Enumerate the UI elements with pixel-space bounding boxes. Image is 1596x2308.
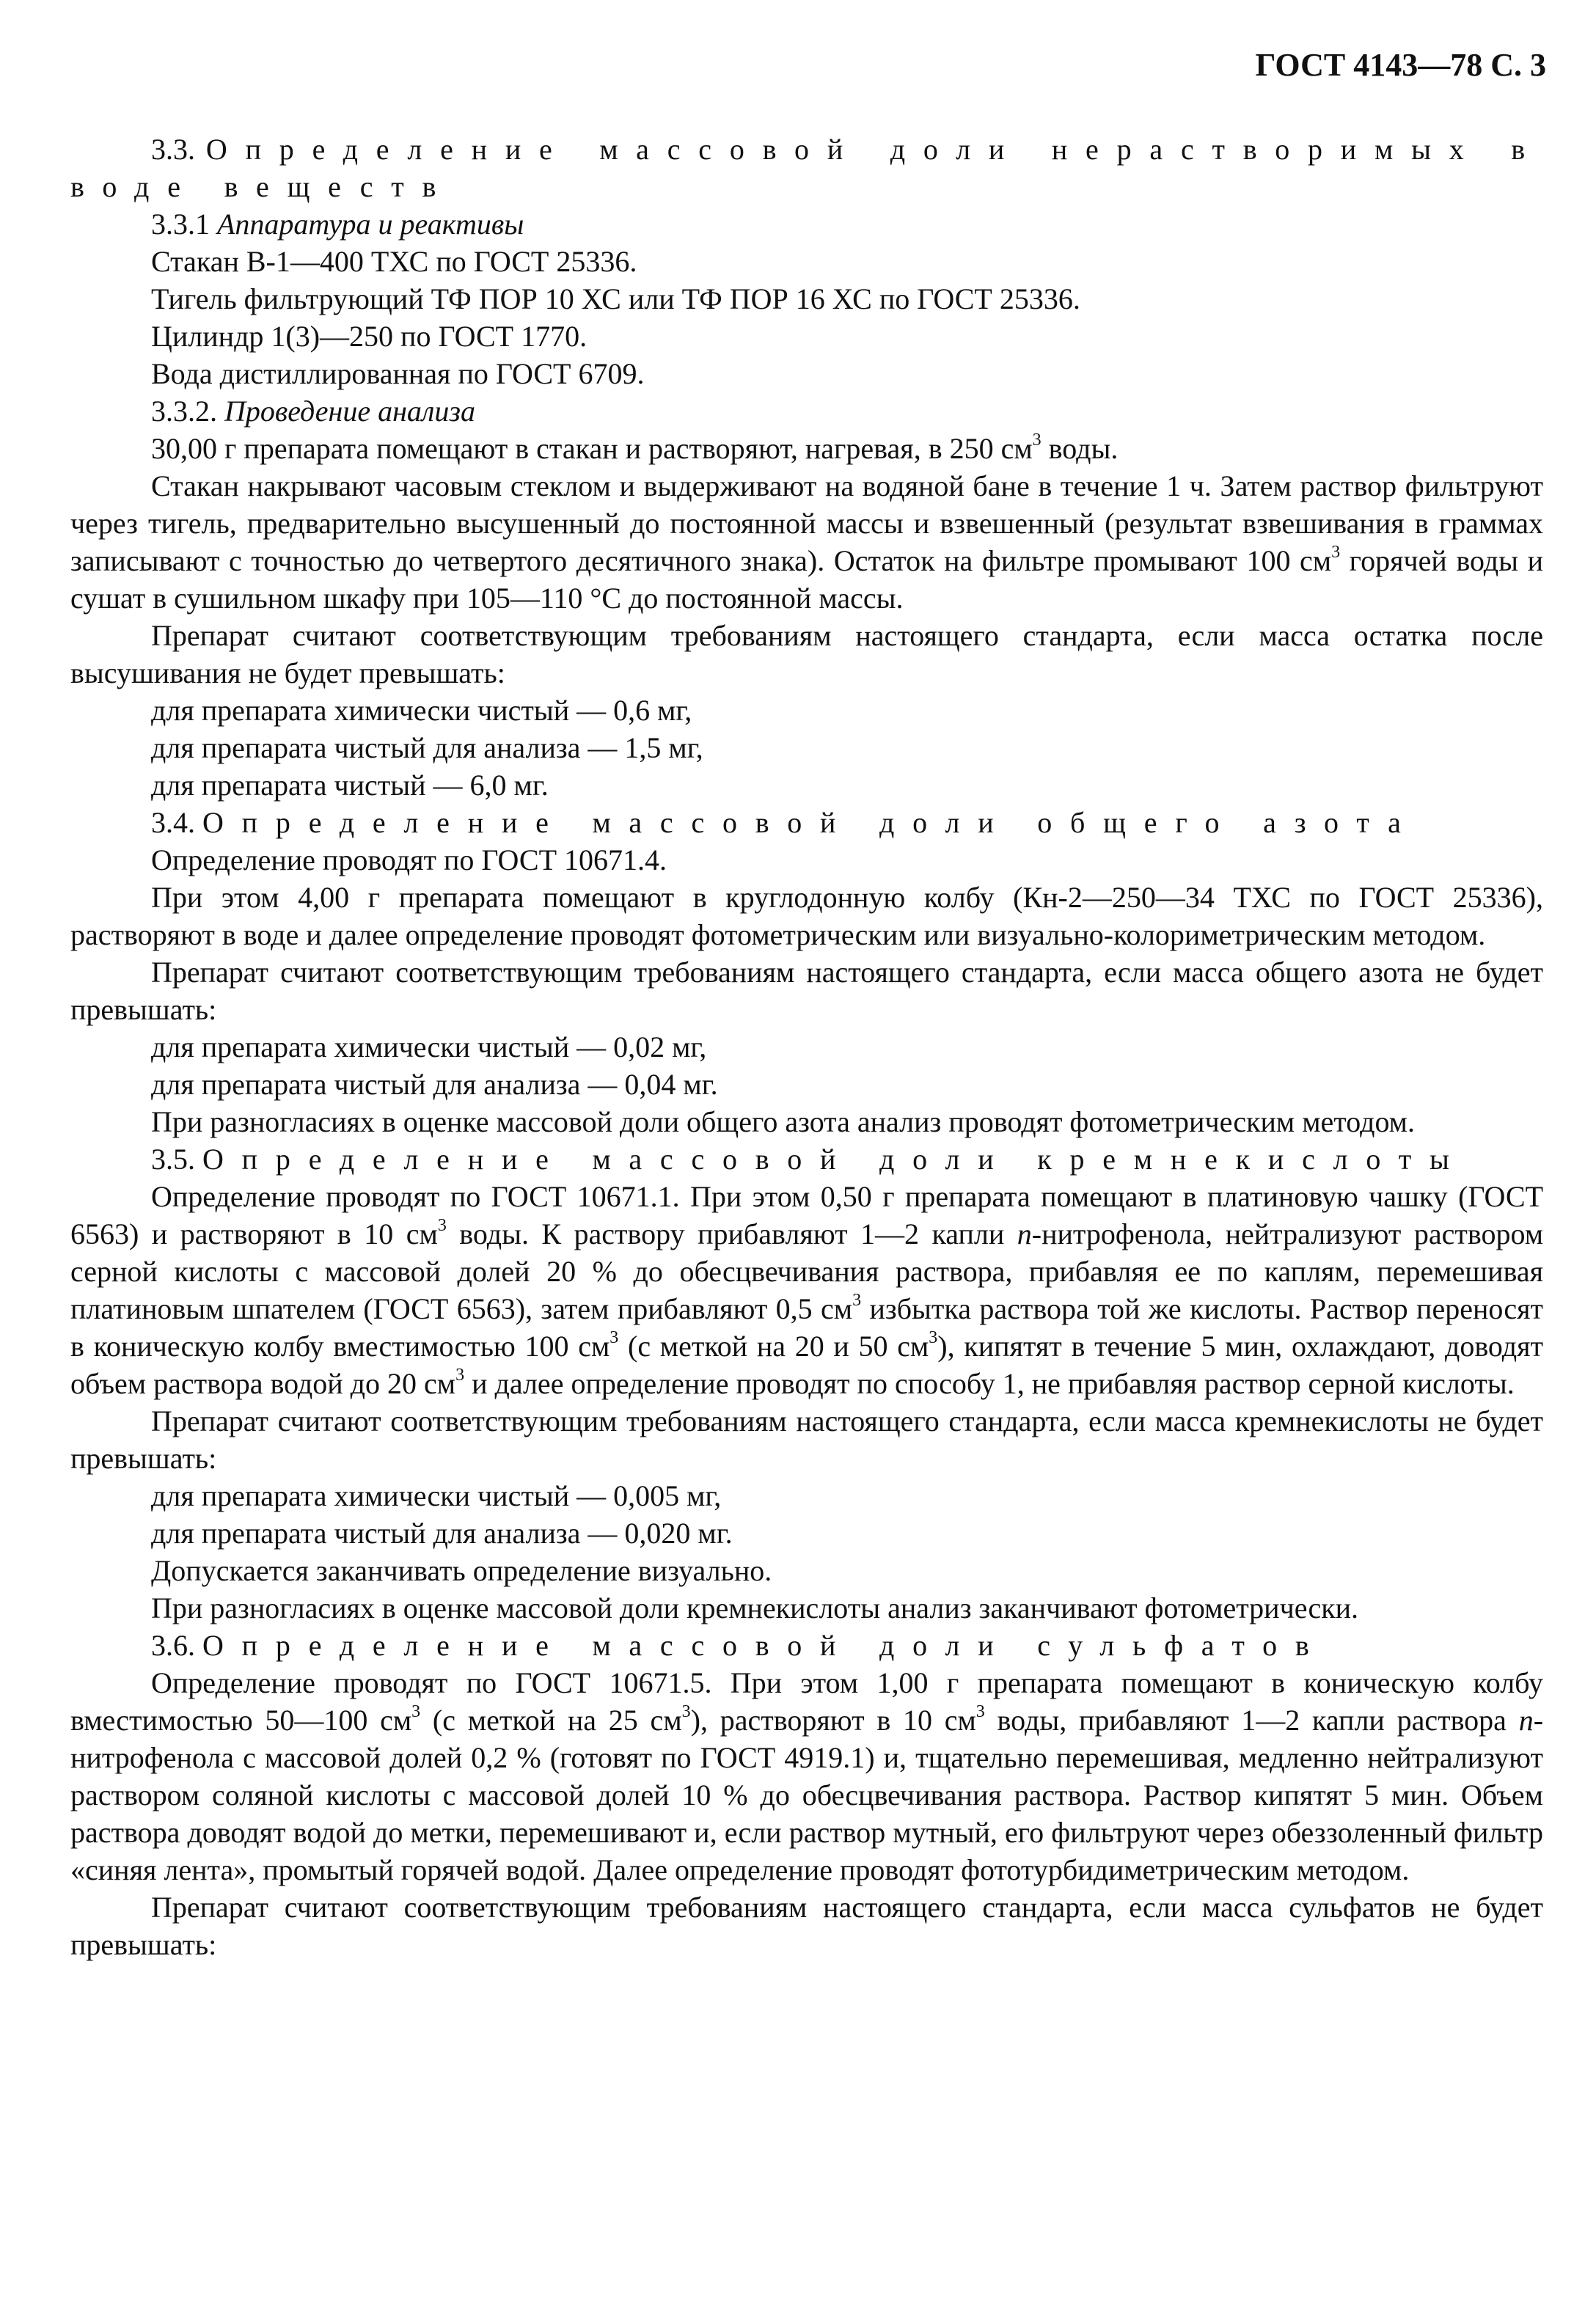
paragraph: Препарат считают соответствующим требованиям настоящего стандарта, если масса сульфатов не будет превышать: (70, 1891, 1543, 1961)
paragraph: Препарат считают соответствующим требованиям настоящего стандарта, если масса кремнекислоты не будет превышать: (70, 1404, 1543, 1475)
section-number: 3.6. (151, 1629, 195, 1662)
section-number: 3.3. (151, 133, 195, 166)
subsection-title: Проведение анализа (224, 395, 475, 428)
limit-item: для препарата чистый — 6,0 мг. (151, 769, 549, 802)
section-3-5-heading (70, 1140, 1543, 1178)
limit-item: для препарата чистый для анализа — 0,020 мг. (151, 1517, 733, 1550)
paragraph: Препарат считают соответствующим требованиям настоящего стандарта, если масса общего азота не будет превышать: (70, 956, 1543, 1026)
text-run: воды. К раствору прибавляют 1—2 капли (446, 1217, 1017, 1250)
superscript: 3 (437, 1216, 447, 1235)
section-number: 3.5. (151, 1143, 195, 1176)
superscript: 3 (681, 1702, 691, 1721)
section-title: Определение массовой доли общего азота (202, 806, 1419, 839)
text-run: избытка раствора той же кислоты. Раствор переносят в коническую колбу вместимостью 100 см (70, 1292, 1543, 1363)
italic-run: п (1017, 1217, 1032, 1250)
limit-item: для препарата химически чистый — 0,6 мг, (151, 694, 692, 727)
text-run: горячей воды и сушат в сушильном шкафу при 105—110 °С до постоянной массы. (70, 544, 1543, 615)
equipment-item: Стакан В-1—400 ТХС по ГОСТ 25336. (151, 245, 637, 278)
paragraph (70, 430, 1543, 467)
section-3-6-heading (70, 1627, 1543, 1664)
limit-item: для препарата химически чистый — 0,02 мг, (151, 1030, 707, 1063)
text-run: (с меткой на 25 см (420, 1704, 682, 1737)
text-run: -нитрофенола, нейтрализуют раствором серной кислоты с массовой долей 20 % до обесцвечивания раствора, прибавляя ее по каплям, перемешивая платиновым шпателем (ГОСТ 6563), затем прибавляют 0,5 см (70, 1217, 1544, 1325)
paragraph (70, 467, 1543, 617)
paragraph (70, 1178, 1543, 1402)
superscript: 3 (852, 1291, 862, 1310)
paragraph (70, 1664, 1543, 1888)
superscript: 3 (455, 1366, 465, 1385)
italic-run: п (1518, 1704, 1534, 1737)
superscript: 3 (929, 1328, 938, 1347)
limit-item: для препарата чистый для анализа — 0,04 мг. (151, 1068, 718, 1101)
paragraph: При этом 4,00 г препарата помещают в круглодонную колбу (Кн-2—250—34 ТХС по ГОСТ 25336), растворяют в воде и далее определение проводят фотометрическим или визуально-колориметрическим методом. (70, 881, 1543, 951)
limit-item: для препарата химически чистый — 0,005 мг, (151, 1479, 722, 1512)
text-run: воды, прибавляют 1—2 капли раствора (984, 1704, 1519, 1737)
text-run: (с меткой на 20 и 50 см (618, 1330, 929, 1363)
paragraph: Допускается заканчивать определение визуально. (151, 1554, 772, 1587)
section-number: 3.4. (151, 806, 195, 839)
equipment-item: Вода дистиллированная по ГОСТ 6709. (151, 357, 645, 390)
text-run: ), кипятят в течение 5 мин, охлаждают, доводят объем раствора водой до 20 см (70, 1330, 1544, 1400)
equipment-item: Тигель фильтрующий ТФ ПОР 10 ХС или ТФ ПОР 16 ХС по ГОСТ 25336. (151, 282, 1080, 315)
subsection-3-3-2-heading (70, 392, 1543, 430)
text-run: Определение проводят по ГОСТ 10671.1. При этом 0,50 г препарата помещают в платиновую чашку (ГОСТ 6563) и растворяют в 10 см (70, 1180, 1543, 1250)
section-title: Определение массовой доли сульфатов (202, 1629, 1328, 1662)
text-run: 30,00 г препарата помещают в стакан и растворяют, нагревая, в 250 см (151, 432, 1033, 465)
section-3-3-heading (70, 131, 1543, 205)
superscript: 3 (1331, 543, 1341, 562)
subsection-title: Аппаратура и реактивы (217, 208, 524, 241)
subsection-number: 3.3.1 (151, 208, 210, 241)
text-run: ), растворяют в 10 см (690, 1704, 976, 1737)
running-header: ГОСТ 4143—78 С. 3 (1255, 47, 1546, 83)
paragraph: При разногласиях в оценке массовой доли общего азота анализ проводят фотометрическим методом. (151, 1105, 1415, 1138)
section-title: Определение массовой доли кремнекислоты (202, 1143, 1468, 1176)
subsection-3-3-1-heading (70, 205, 1543, 243)
text-run: -нитрофенола с массовой долей 0,2 % (готовят по ГОСТ 4919.1) и, тщательно перемешивая, медленно нейтрализуют раствором соляной кислоты с массовой долей 10 % до обесцвечивания раствора. Раствор кипятят 5 мин. Объем раствора доводят водой до метки, перемешивают и, если раствор мутный, его фильтруют через обеззоленный фильтр «синяя лента», промытый горячей водой. Далее определение проводят фототурбидиметрическим методом. (70, 1704, 1544, 1886)
section-3-4-heading (70, 804, 1543, 841)
text-run: Стакан накрывают часовым стеклом и выдерживают на водяной бане в течение 1 ч. Затем раствор фильтруют через тигель, предварительно высушенный до постоянной массы и взвешенный (результат взвешивания в граммах записывают с точностью до четвертого десятичного знака). Остаток на фильтре промывают 100 см (70, 469, 1543, 577)
subsection-number: 3.3.2. (151, 395, 217, 428)
text-run: воды. (1041, 432, 1119, 465)
superscript: 3 (411, 1702, 421, 1721)
superscript: 3 (975, 1702, 985, 1721)
superscript: 3 (610, 1328, 619, 1347)
limit-item: для препарата чистый для анализа — 1,5 мг, (151, 731, 703, 764)
paragraph: При разногласиях в оценке массовой доли кремнекислоты анализ заканчивают фотометрически. (151, 1591, 1359, 1624)
superscript: 3 (1032, 431, 1042, 450)
equipment-item: Цилиндр 1(3)—250 по ГОСТ 1770. (151, 320, 587, 353)
text-run: и далее определение проводят по способу 1, не прибавляя раствор серной кислоты. (464, 1367, 1515, 1400)
paragraph: Определение проводят по ГОСТ 10671.4. (151, 843, 667, 876)
section-title: Определение массовой доли нерастворимых в воде веществ (70, 133, 1543, 203)
document-body (70, 131, 1543, 1963)
text-run: Определение проводят по ГОСТ 10671.5. При этом 1,00 г препарата помещают в коническую колбу вместимостью 50—100 см (70, 1666, 1543, 1737)
paragraph: Препарат считают соответствующим требованиям настоящего стандарта, если масса остатка после высушивания не будет превышать: (70, 619, 1543, 689)
